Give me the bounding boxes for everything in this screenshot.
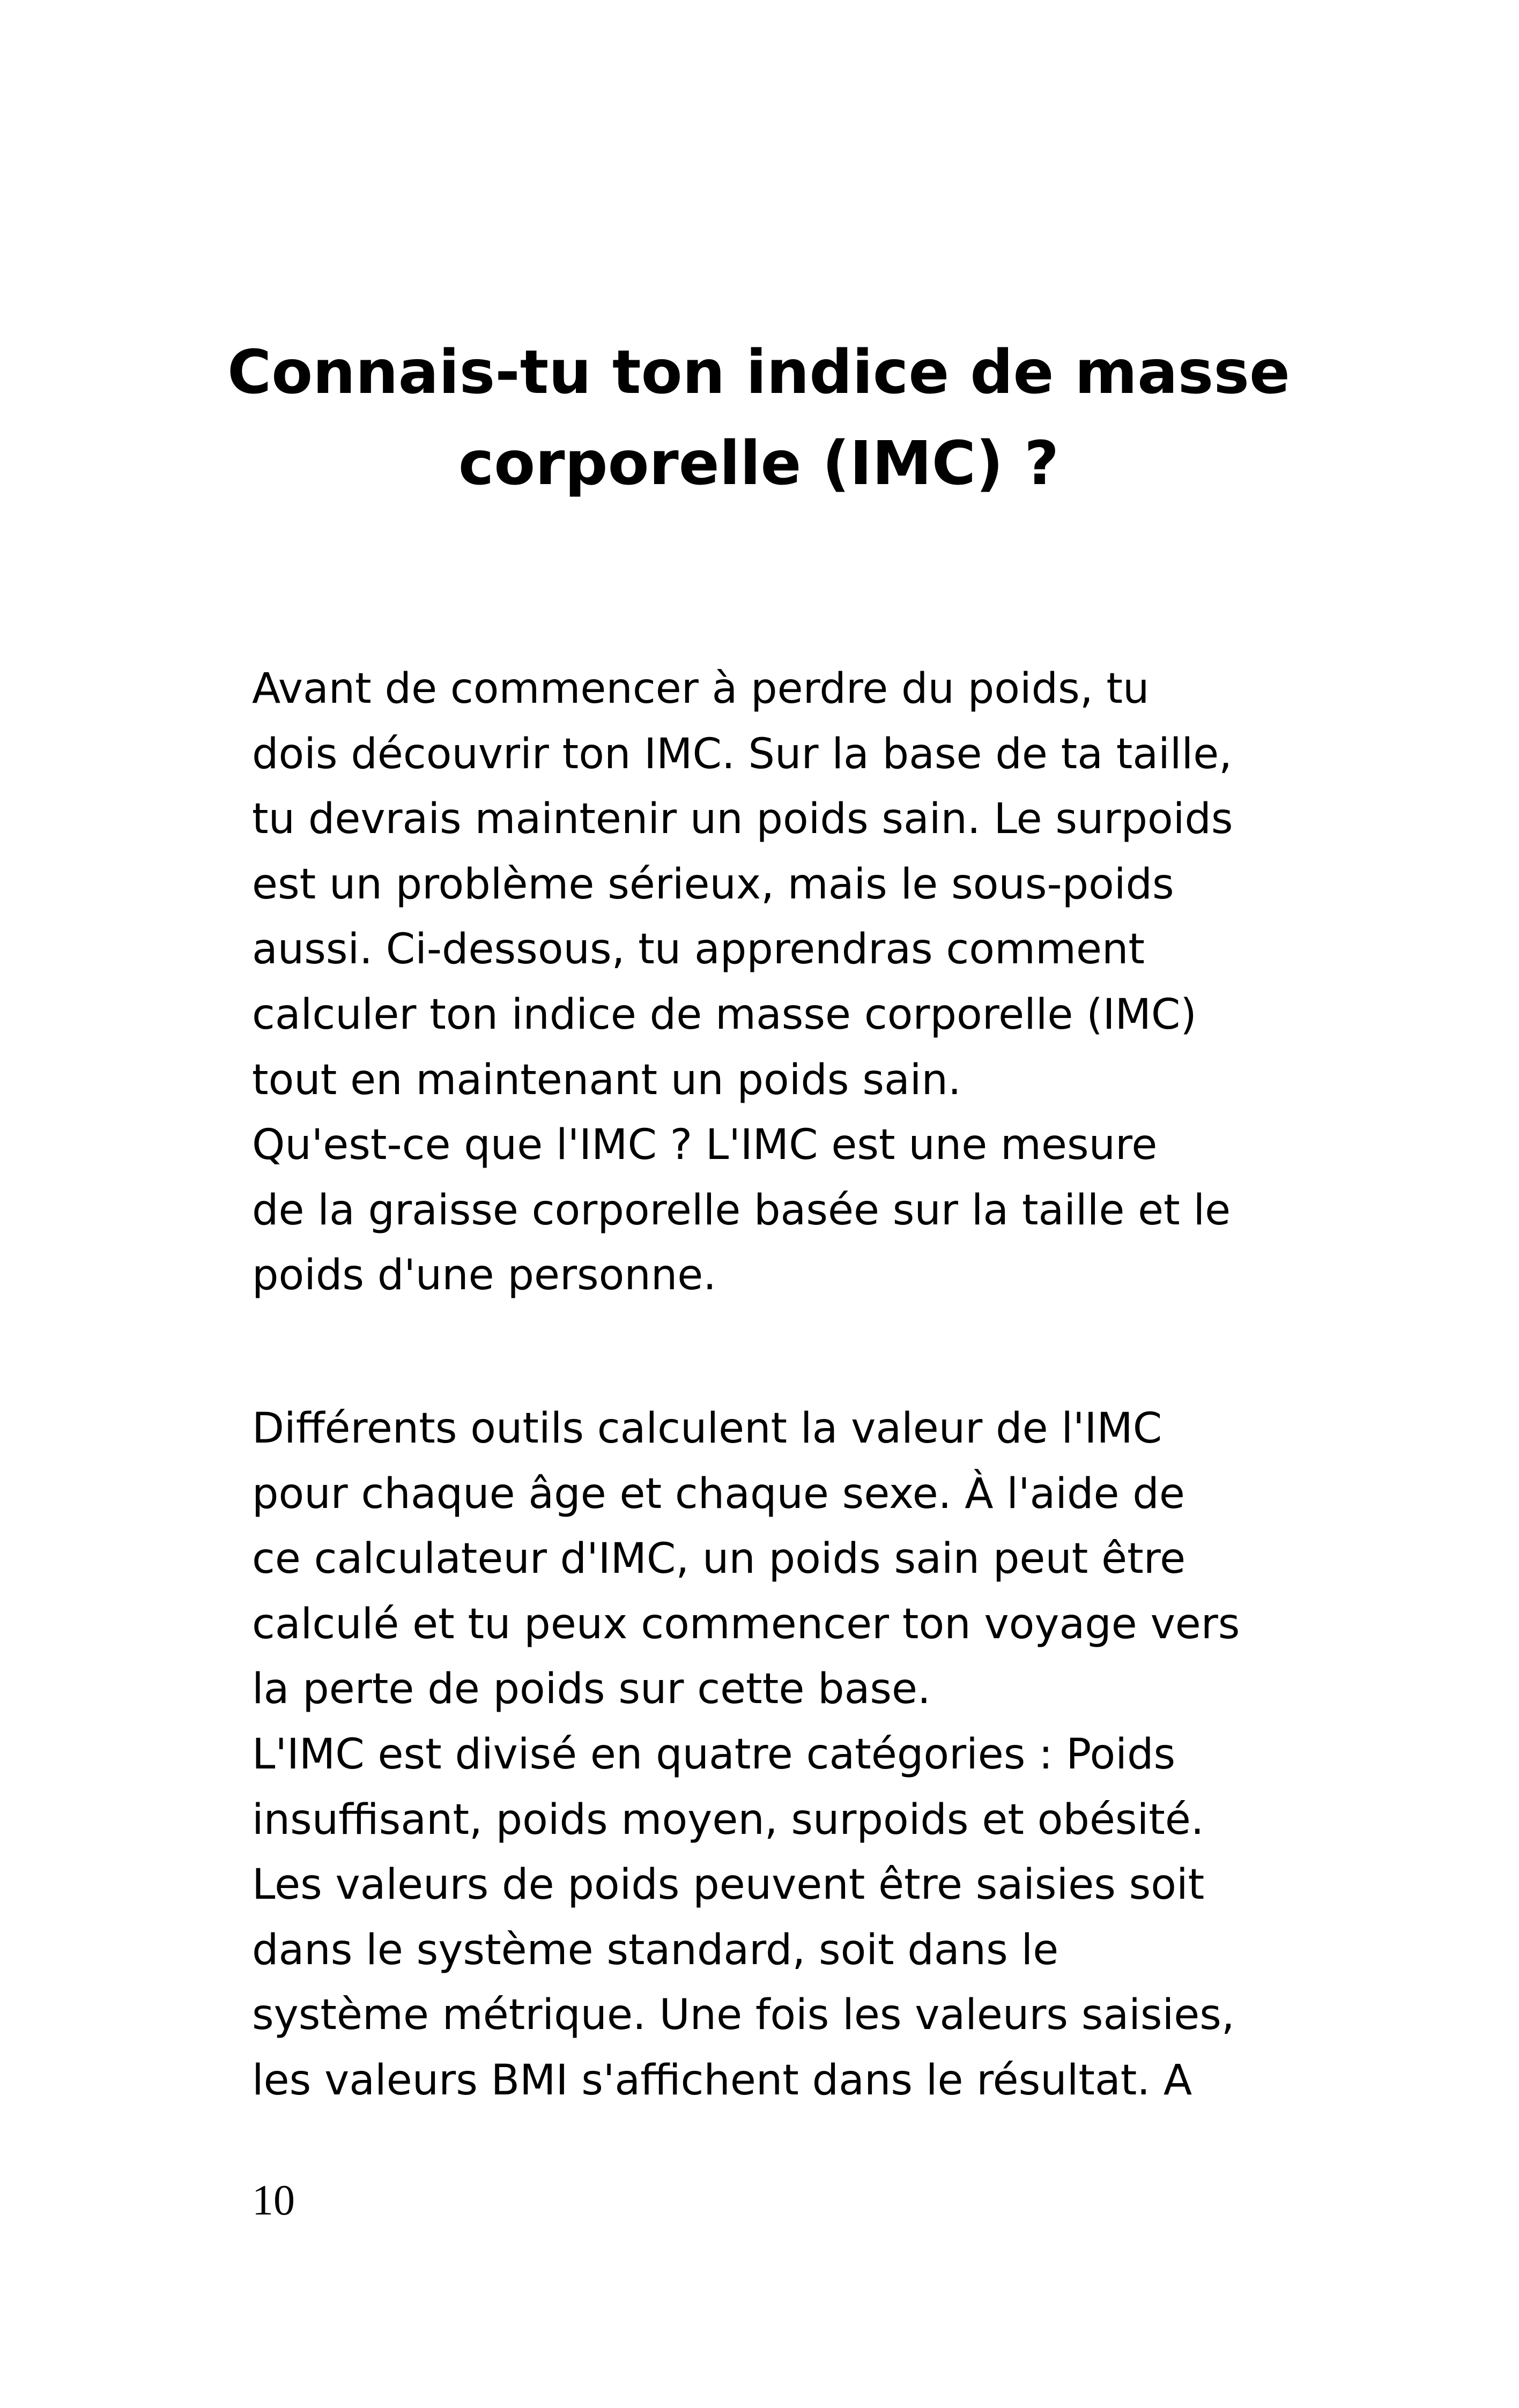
text-line: système métrique. Une fois les valeurs saisies, (252, 1991, 1235, 2040)
text-line: dans le système standard, soit dans le (252, 1926, 1059, 1974)
text-line: ce calculateur d'IMC, un poids sain peut être (252, 1535, 1186, 1584)
text-line: calculé et tu peux commencer ton voyage vers (252, 1600, 1240, 1648)
text-line: les valeurs BMI s'affichent dans le résultat. A (252, 2056, 1192, 2105)
text-line: pour chaque âge et chaque sexe. À l'aide de (252, 1469, 1185, 1518)
text-line: tu devrais maintenir un poids sain. Le surpoids (252, 795, 1233, 844)
title-line: corporelle (IMC) ? (458, 429, 1059, 499)
text-line: est un problème sérieux, mais le sous-poids (252, 860, 1174, 909)
text-line: la perte de poids sur cette base. (252, 1665, 931, 1714)
text-line: Qu'est-ce que l'IMC ? L'IMC est une mesure (252, 1121, 1158, 1170)
page-title (225, 327, 1292, 509)
title-line: Connais-tu ton indice de masse (227, 338, 1290, 407)
text-line: poids d'une personne. (252, 1251, 717, 1300)
text-line: aussi. Ci-dessous, tu apprendras comment (252, 925, 1145, 974)
paragraph-2 (252, 1396, 1324, 2114)
text-line: Avant de commencer à perdre du poids, tu (252, 665, 1150, 713)
text-line: insuffisant, poids moyen, surpoids et obésité. (252, 1795, 1204, 1844)
text-line: tout en maintenant un poids sain. (252, 1056, 961, 1104)
paragraph-1 (252, 657, 1324, 1309)
text-line: Les valeurs de poids peuvent être saisies soit (252, 1861, 1205, 1909)
text-line: calculer ton indice de masse corporelle (IMC) (252, 990, 1197, 1039)
page-number: 10 (252, 2177, 295, 2224)
text-line: L'IMC est divisé en quatre catégories : Poids (252, 1730, 1176, 1779)
text-line: Différents outils calculent la valeur de l'IMC (252, 1404, 1162, 1453)
text-line: dois découvrir ton IMC. Sur la base de ta taille, (252, 730, 1232, 778)
text-line: de la graisse corporelle basée sur la taille et le (252, 1186, 1231, 1235)
